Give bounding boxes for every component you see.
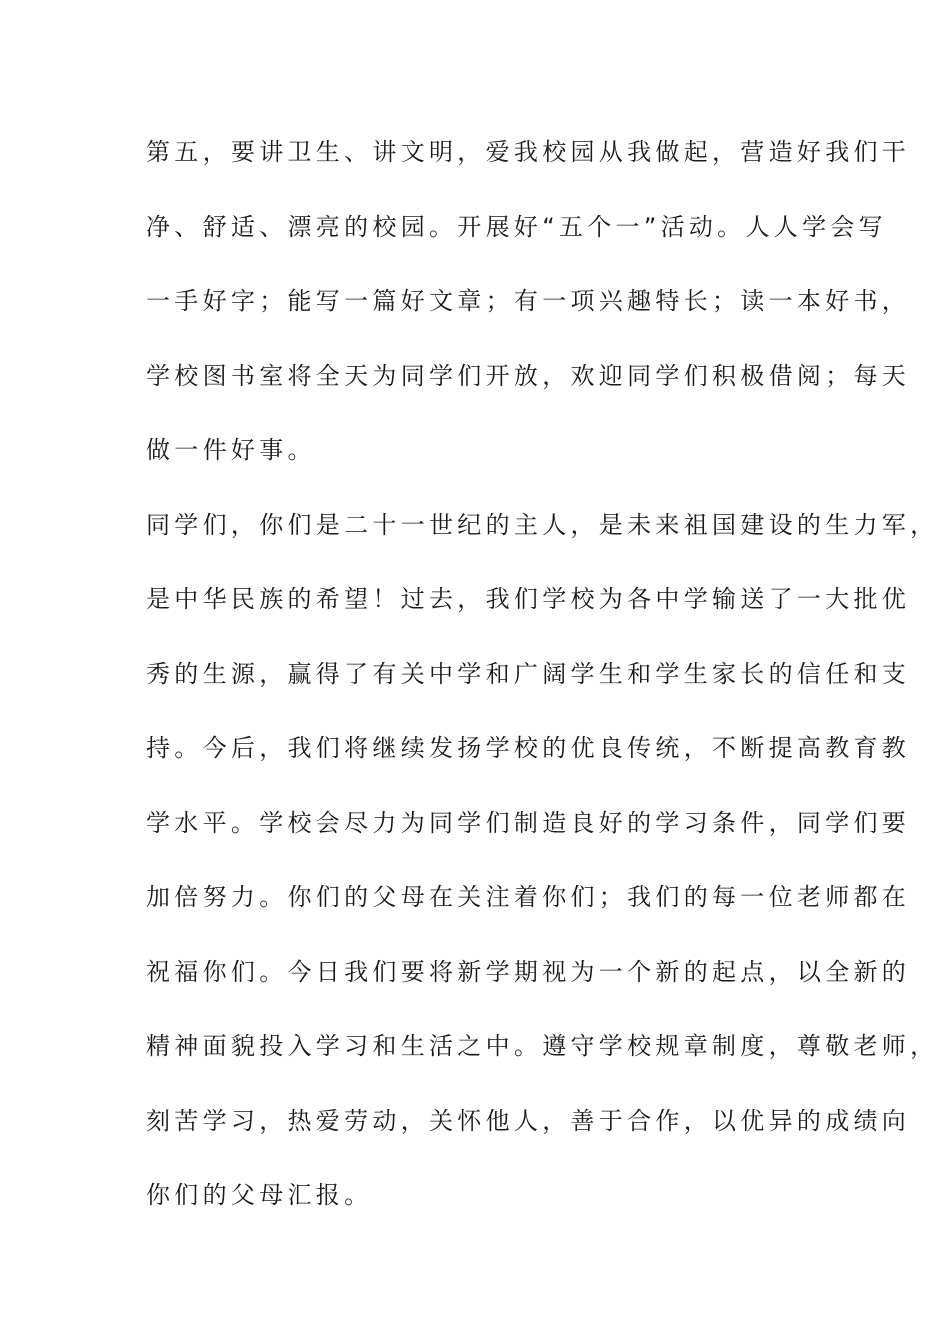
text-line: 精神面貌投入学习和生活之中。遵守学校规章制度，尊敬老师，: [146, 1032, 939, 1060]
text-line: 持。今后，我们将继续发扬学校的优良传统，不断提高教育教: [146, 734, 911, 762]
text-line: 做一件好事。: [146, 436, 316, 464]
document-body: [146, 122, 939, 1240]
text-line: 一手好字；能写一篇好文章；有一项兴趣特长；读一本好书，: [146, 287, 911, 315]
text-line: 第五，要讲卫生、讲文明，爱我校园从我做起，营造好我们干: [146, 138, 911, 166]
text-line: 是中华民族的希望！过去，我们学校为各中学输送了一大批优: [146, 585, 911, 613]
text-line: 学校图书室将全天为同学们开放，欢迎同学们积极借阅；每天: [146, 361, 911, 390]
text-line: 学水平。学校会尽力为同学们制造良好的学习条件，同学们要: [146, 808, 911, 837]
text-line: 秀的生源，赢得了有关中学和广阔学生和学生家长的信任和支: [146, 659, 911, 688]
text-line: 刻苦学习，热爱劳动，关怀他人，善于合作，以优异的成绩向: [146, 1106, 911, 1135]
text-line: 同学们，你们是二十一世纪的主人，是未来祖国建设的生力军，: [146, 510, 939, 539]
text-line: 净、舒适、漂亮的校园。开展好“五个一”活动。人人学会写: [146, 212, 887, 241]
text-line: 祝福你们。今日我们要将新学期视为一个新的起点，以全新的: [146, 957, 911, 986]
text-line: 你们的父母汇报。: [146, 1181, 373, 1209]
text-line: 加倍努力。你们的父母在关注着你们；我们的每一位老师都在: [146, 883, 911, 911]
